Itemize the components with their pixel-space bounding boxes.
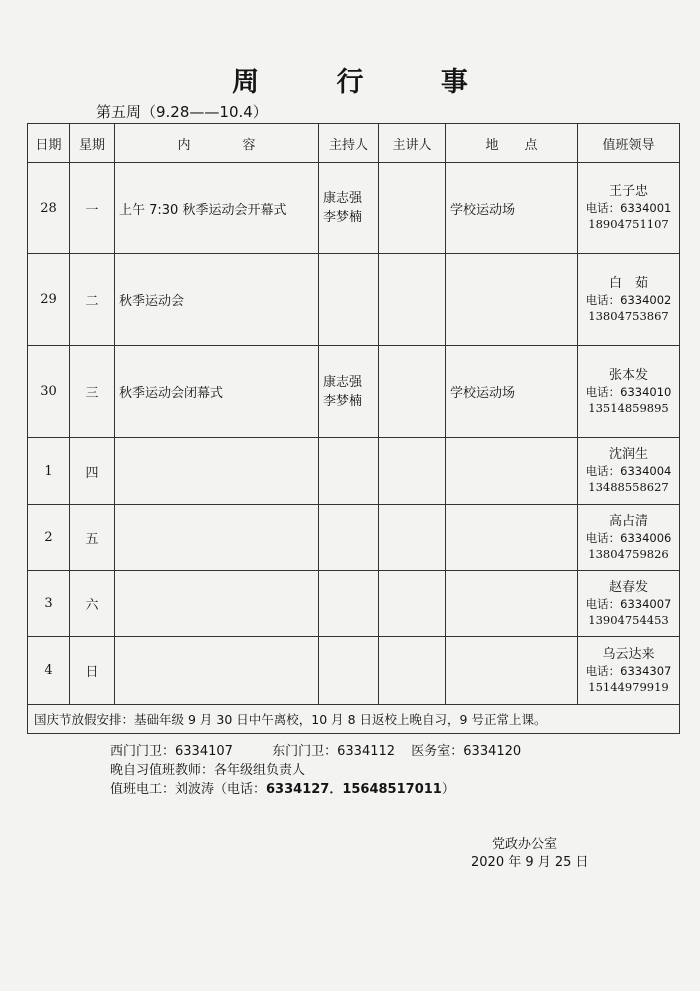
- location-cell: [446, 571, 578, 637]
- table-row: [28, 571, 680, 637]
- speaker-cell: [379, 571, 446, 637]
- host-cell: [319, 505, 379, 571]
- table-row: [28, 254, 680, 346]
- schedule-rows: [28, 163, 680, 705]
- host-cell: [319, 346, 379, 438]
- content-cell: [115, 438, 319, 505]
- header-host: 主持人: [319, 124, 379, 163]
- host-name: 李梦楠: [323, 393, 363, 409]
- location-cell: [446, 637, 578, 705]
- electrician-duty: [110, 778, 455, 797]
- host-name: 李梦楠: [323, 210, 363, 225]
- content-cell: 秋季运动会闭幕式: [115, 346, 319, 438]
- date-cell: 1: [28, 438, 70, 505]
- weekday-cell: 四: [70, 438, 115, 505]
- content-cell: [115, 505, 319, 571]
- host-cell: [319, 571, 379, 637]
- duty-leader-mobile: 13904754453: [588, 612, 669, 627]
- content-cell: 秋季运动会: [115, 254, 319, 346]
- speaker-cell: [379, 346, 446, 438]
- table-row: [28, 637, 680, 705]
- duty-leader-mobile: 15144979919: [588, 679, 669, 694]
- date-cell: 4: [28, 637, 70, 705]
- page-title: 周 行 事: [232, 67, 502, 98]
- table-row: [28, 505, 680, 571]
- evening-study-duty: 晚自习值班教师：各年级组负责人: [110, 763, 306, 778]
- duty-leader-mobile: 13804759826: [588, 546, 669, 561]
- header-location: 地 点: [446, 124, 578, 163]
- duty-leader-mobile: 13488558627: [588, 480, 669, 494]
- signature-date: 2020 年 9 月 25 日: [471, 855, 589, 870]
- duty-leader-phone: 电话：6334002: [585, 292, 672, 307]
- speaker-cell: [379, 637, 446, 705]
- speaker-cell: [379, 438, 446, 505]
- host-name: 康志强: [323, 374, 363, 390]
- location-cell: [446, 438, 578, 505]
- signature-office: 党政办公室: [492, 837, 558, 852]
- duty-leader-phone: 电话：6334010: [585, 384, 672, 399]
- host-cell: [319, 254, 379, 346]
- duty-leader-cell: [578, 571, 680, 637]
- east-gate-phone: 东门门卫：6334112: [272, 744, 396, 759]
- electrician-numbers: 6334127．15648517011: [266, 782, 442, 797]
- weekday-cell: 三: [70, 346, 115, 438]
- duty-leader-phone: 电话：6334004: [585, 464, 672, 478]
- host-name: 康志强: [323, 191, 363, 206]
- holiday-note-row: [28, 705, 680, 734]
- header-content: 内 容: [115, 124, 319, 163]
- duty-leader-phone: 电话：6334001: [585, 201, 672, 215]
- header-speaker: 主讲人: [379, 124, 446, 163]
- date-cell: 30: [28, 346, 70, 438]
- week-label: 第五周（9.28——10.4）: [96, 103, 268, 121]
- duty-leader-name: 赵春发: [608, 579, 648, 595]
- content-cell: [115, 637, 319, 705]
- weekday-cell: 五: [70, 505, 115, 571]
- duty-leader-cell: [578, 163, 680, 254]
- content-cell: 上午 7:30 秋季运动会开幕式: [115, 163, 319, 254]
- duty-leader-cell: [578, 505, 680, 571]
- duty-leader-mobile: 18904751107: [588, 217, 669, 231]
- host-cell: [319, 637, 379, 705]
- weekday-cell: 六: [70, 571, 115, 637]
- duty-leader-mobile: 13804753867: [588, 308, 669, 323]
- date-cell: 29: [28, 254, 70, 346]
- duty-leader-name: 沈润生: [608, 447, 648, 462]
- holiday-note: 国庆节放假安排：基础年级 9 月 30 日中午离校，10 月 8 日返校上晚自习，9 号正常上课。: [28, 705, 680, 734]
- duty-leader-phone: 电话：6334006: [585, 530, 672, 545]
- table-row: [28, 438, 680, 505]
- speaker-cell: [379, 163, 446, 254]
- table-row: [28, 163, 680, 254]
- header-date: 日期: [28, 124, 70, 163]
- host-cell: [319, 438, 379, 505]
- header-duty-leader: 值班领导: [578, 124, 680, 163]
- duty-leader-cell: [578, 254, 680, 346]
- gate-contacts: [110, 740, 521, 759]
- duty-leader-name: 王子忠: [608, 184, 648, 199]
- duty-leader-mobile: 13514859895: [588, 400, 669, 415]
- duty-leader-phone: 电话：6334007: [585, 596, 672, 611]
- host-cell: [319, 163, 379, 254]
- location-cell: [446, 505, 578, 571]
- duty-leader-cell: [578, 438, 680, 505]
- location-cell: 学校运动场: [446, 346, 578, 438]
- duty-leader-name: 张本发: [608, 367, 648, 383]
- weekday-cell: 日: [70, 637, 115, 705]
- duty-leader-cell: [578, 637, 680, 705]
- duty-leader-name: 高占清: [608, 513, 648, 529]
- speaker-cell: [379, 505, 446, 571]
- duty-leader-name: 乌云达来: [602, 646, 655, 662]
- location-cell: [446, 254, 578, 346]
- west-gate-phone: 西门门卫：6334107: [110, 744, 233, 759]
- electrician-suffix: ）: [441, 782, 455, 797]
- weekday-cell: 二: [70, 254, 115, 346]
- duty-leader-phone: 电话：6334307: [585, 663, 672, 678]
- date-cell: 3: [28, 571, 70, 637]
- electrician-label: 值班电工：刘波涛（电话：: [110, 782, 267, 797]
- clinic-phone: 医务室：6334120: [411, 744, 522, 759]
- date-cell: 28: [28, 163, 70, 254]
- weekday-cell: 一: [70, 163, 115, 254]
- content-cell: [115, 571, 319, 637]
- speaker-cell: [379, 254, 446, 346]
- duty-leader-cell: [578, 346, 680, 438]
- table-row: [28, 346, 680, 438]
- duty-leader-name: 白 茹: [608, 275, 648, 291]
- schedule-table: [27, 123, 680, 734]
- header-weekday: 星期: [70, 124, 115, 163]
- location-cell: 学校运动场: [446, 163, 578, 254]
- table-header-row: [28, 124, 680, 163]
- date-cell: 2: [28, 505, 70, 571]
